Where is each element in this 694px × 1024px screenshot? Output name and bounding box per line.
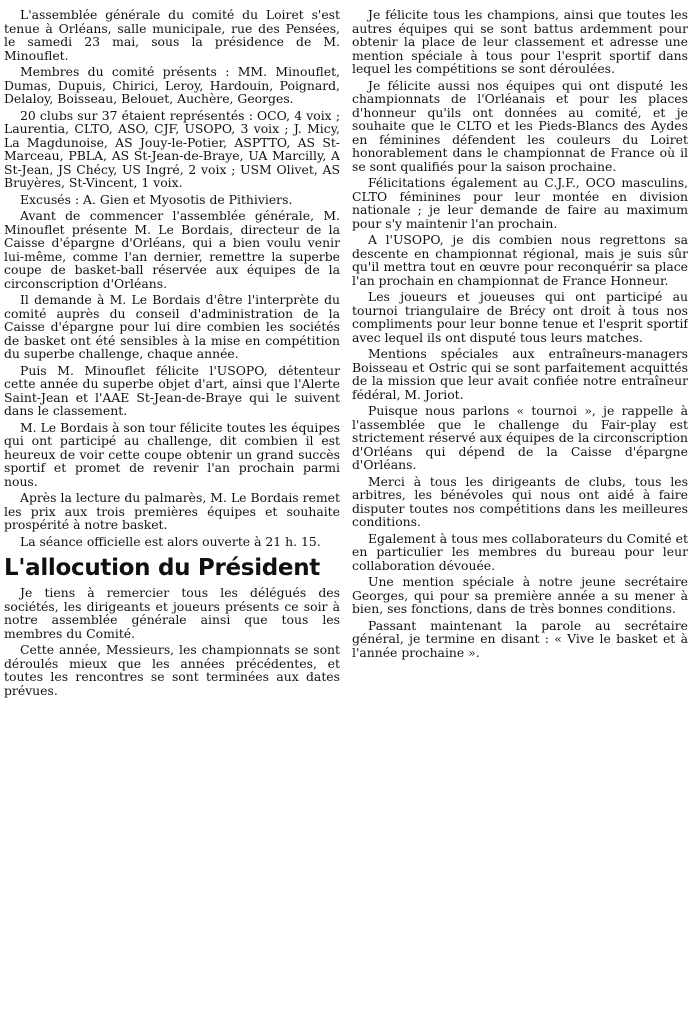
- speech-paragraph: Puisque nous parlons « tournoi », je rappelle à l'assemblée que le challenge du Fair-play est strictement réservé aux équipes de la circonscription d'Orléans qui dépend de la Caisse d'épargne d'Orléans.: [352, 403, 688, 472]
- speech-paragraph: Je tiens à remercier tous les délégués des sociétés, les dirigeants et joueurs présents ce soir à notre assemblée générale ainsi que tous les membres du Comité.: [4, 585, 340, 641]
- speech-paragraph: Mentions spéciales aux entraîneurs-managers Boisseau et Ostric qui se sont parfaitement acquittés de la mission que leur avait confiée notre entraîneur fédéral, M. Joriot.: [352, 346, 688, 402]
- request-paragraph: Il demande à M. Le Bordais d'être l'interprète du comité auprès du conseil d'administration de la Caisse d'épargne pour lui dire combien les sociétés de basket ont été sensibles à la mise en compétition du superbe challenge, chaque année.: [4, 292, 340, 361]
- section-headline: L'allocution du Président: [4, 555, 321, 581]
- speech-paragraph: Félicitations également au C.J.F., OCO masculins, CLTO féminines pour leur montée en division nationale ; je leur demande de faire au maximum pour s'y maintenir l'an prochain.: [352, 175, 688, 231]
- speech-paragraph: Une mention spéciale à notre jeune secrétaire Georges, qui pour sa première année a su mener à bien, ses fonctions, dans de très bonnes conditions.: [352, 574, 688, 616]
- speech-paragraph: Je félicite aussi nos équipes qui ont disputé les championnats de l'Orléanais et pour les places d'honneur qu'ils ont données au comité, et je souhaite que le CLTO et les Pieds-Blancs des Aydes en féminines défendent les couleurs du Loiret honorablement dans le championnat de France où il se sont qualifiés pour la saison prochaine.: [352, 77, 688, 174]
- presentation-paragraph: Avant de commencer l'assemblée générale, M. Minouflet présente M. Le Bordais, directeur de la Caisse d'épargne d'Orléans, qui a bien voulu venir lui-même, comme l'an dernier, remettre la superbe coupe de basket-ball réservée aux équipes de la circonscription d'Orléans.: [4, 208, 340, 291]
- right-column: [352, 8, 688, 1020]
- committee-members-paragraph: Membres du comité présents : MM. Minouflet, Dumas, Dupuis, Chirici, Leroy, Hardouin, Poignard, Delaloy, Boisseau, Belouet, Auchère, Georges.: [4, 64, 340, 106]
- speech-paragraph: Je félicite tous les champions, ainsi que toutes les autres équipes qui se sont battus ardemment pour obtenir la place de leur classement et adresse une mention spéciale à tous pour l'esprit sportif dans lequel les compétitions se sont déroulées.: [352, 8, 688, 76]
- congratulations-paragraph: Puis M. Minouflet félicite l'USOPO, détenteur cette année du superbe objet d'art, ainsi que l'Alerte Saint-Jean et l'AAE St-Jean-de-Braye qui le suivent dans le classement.: [4, 362, 340, 418]
- left-column: [4, 8, 340, 1020]
- speech-paragraph: Merci à tous les dirigeants de clubs, tous les arbitres, les bénévoles qui nous ont aidé à faire disputer toutes nos compétitions dans les meilleures conditions.: [352, 473, 688, 529]
- speech-paragraph: Cette année, Messieurs, les championnats se sont déroulés mieux que les années précédentes, et toutes les rencontres se sont terminées aux dates prévues.: [4, 642, 340, 698]
- speech-paragraph: A l'USOPO, je dis combien nous regrettons sa descente en championnat régional, mais je suis sûr qu'il mettra tout en œuvre pour reconquérir sa place l'an prochain en championnat de France Honneur.: [352, 232, 688, 288]
- excused-paragraph: Excusés : A. Gien et Myosotis de Pithiviers.: [20, 191, 293, 207]
- speech-paragraph: Egalement à tous mes collaborateurs du Comité et en particulier les membres du bureau pour leur collaboration dévouée.: [352, 530, 688, 573]
- speech-paragraph: Les joueurs et joueuses qui ont participé au tournoi triangulaire de Brécy ont droit à tous nos compliments pour leur bonne tenue et l'esprit sportif avec lequel ils ont disputé tous leurs matches.: [352, 289, 688, 345]
- prizes-paragraph: Après la lecture du palmarès, M. Le Bordais remet les prix aux trois premières équipes et souhaite prospérité à notre basket.: [4, 490, 340, 532]
- clubs-represented-paragraph: 20 clubs sur 37 étaient représentés : OCO, 4 voix ; Laurentia, CLTO, ASO, CJF, USOPO, 3 voix ; J. Micy, La Magdunoise, AS Jouy-le-Potier, ASPTTO, AS St-Marceau, PBLA, AS St-Jean-de-Braye, UA Marcilly, A St-Jean, JS Chécy, US Ingré, 2 voix ; USM Olivet, AS Bruyères, St-Vincent, 1 voix.: [4, 107, 340, 190]
- intro-paragraph: L'assemblée générale du comité du Loiret s'est tenue à Orléans, salle municipale, rue des Pensées, le samedi 23 mai, sous la présidence de M. Minouflet.: [4, 8, 340, 63]
- le-bordais-paragraph: M. Le Bordais à son tour félicite toutes les équipes qui ont participé au challenge, dit combien il est heureux de voir cette coupe obtenir un grand succès sportif et promet de revenir l'an prochain parmi nous.: [4, 419, 340, 489]
- speech-closing-paragraph: Passant maintenant la parole au secrétaire général, je termine en disant : « Vive le basket et à l'année prochaine ».: [352, 617, 688, 660]
- session-opened-paragraph: La séance officielle est alors ouverte à 21 h. 15.: [20, 533, 321, 549]
